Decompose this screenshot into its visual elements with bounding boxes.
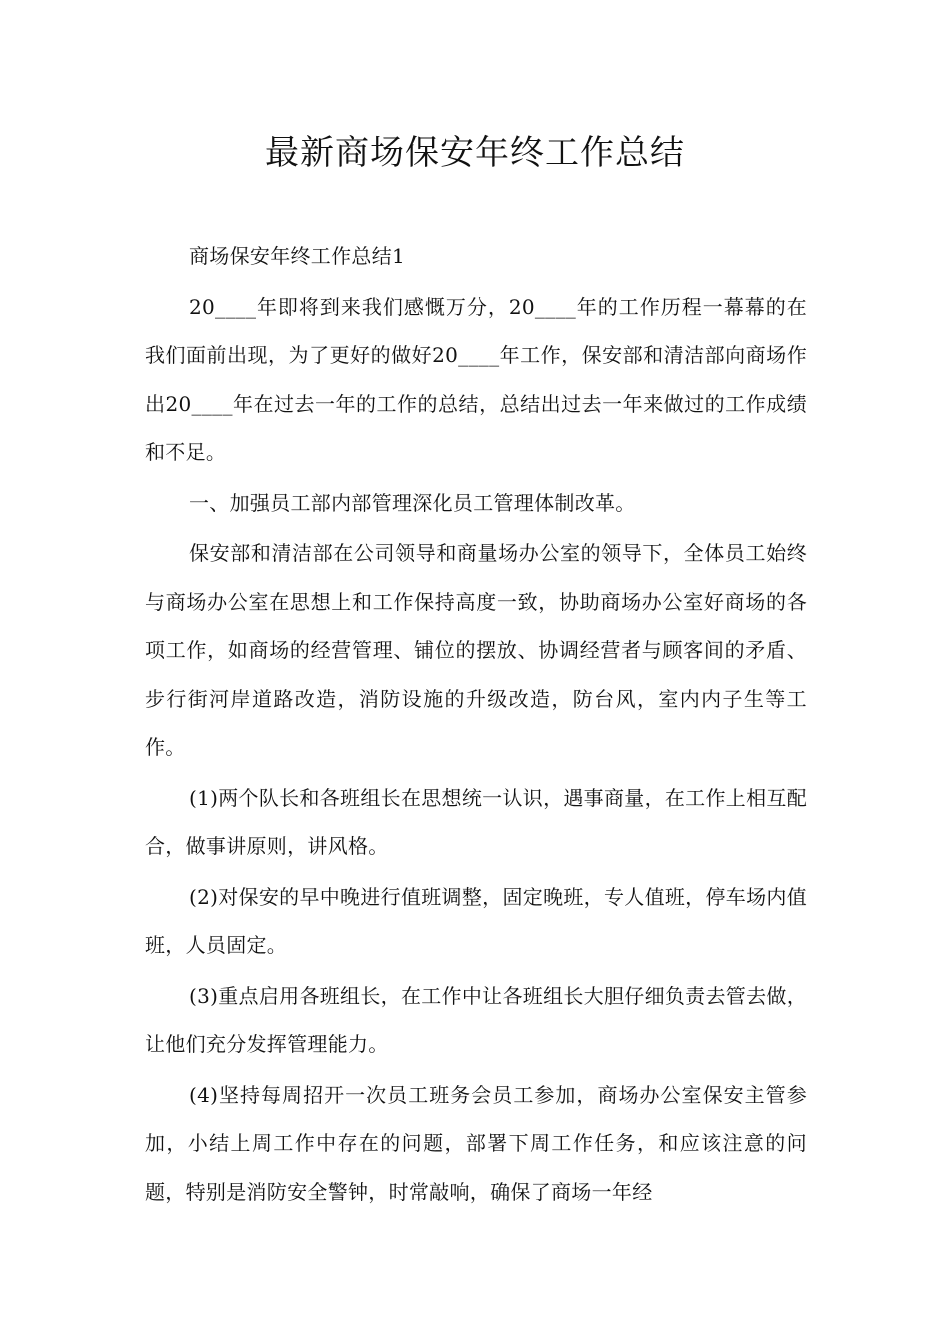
list-item: (2)对保安的早中晚进行值班调整，固定晚班，专人值班，停车场内值班，人员固定。: [145, 884, 807, 957]
list-item: (3)重点启用各班组长，在工作中让各班组长大胆仔细负责去管去做，让他们充分发挥管理能力。: [145, 983, 807, 1056]
document-title: 最新商场保安年终工作总结: [265, 133, 685, 173]
paragraph: 20____年即将到来我们感慨万分，20____年的工作历程一幕幕的在我们面前出现，为了更好的做好20____年工作，保安部和清洁部向商场作出20____年在过去一年的工作的总结，总结出过去一年来做过的工作成绩和不足。: [145, 294, 807, 464]
list-item: (1)两个队长和各班组长在思想统一认识，遇事商量，在工作上相互配合，做事讲原则，讲风格。: [145, 785, 807, 858]
section-heading: 商场保安年终工作总结1: [189, 244, 406, 268]
paragraph-heading: 一、加强员工部内部管理深化员工管理体制改革。: [189, 490, 636, 515]
list-item: (4)坚持每周招开一次员工班务会员工参加，商场办公室保安主管参加，小结上周工作中存在的问题，部署下周工作任务，和应该注意的问题，特别是消防安全警钟，时常敲响，确保了商场一年经: [145, 1082, 807, 1204]
paragraph: 保安部和清洁部在公司领导和商量场办公室的领导下，全体员工始终与商场办公室在思想上和工作保持高度一致，协助商场办公室好商场的各项工作，如商场的经营管理、铺位的摆放、协调经营者与顾客间的矛盾、步行街河岸道路改造，消防设施的升级改造，防台风，室内内子生等工作。: [145, 541, 807, 759]
document-body: [145, 232, 807, 1218]
